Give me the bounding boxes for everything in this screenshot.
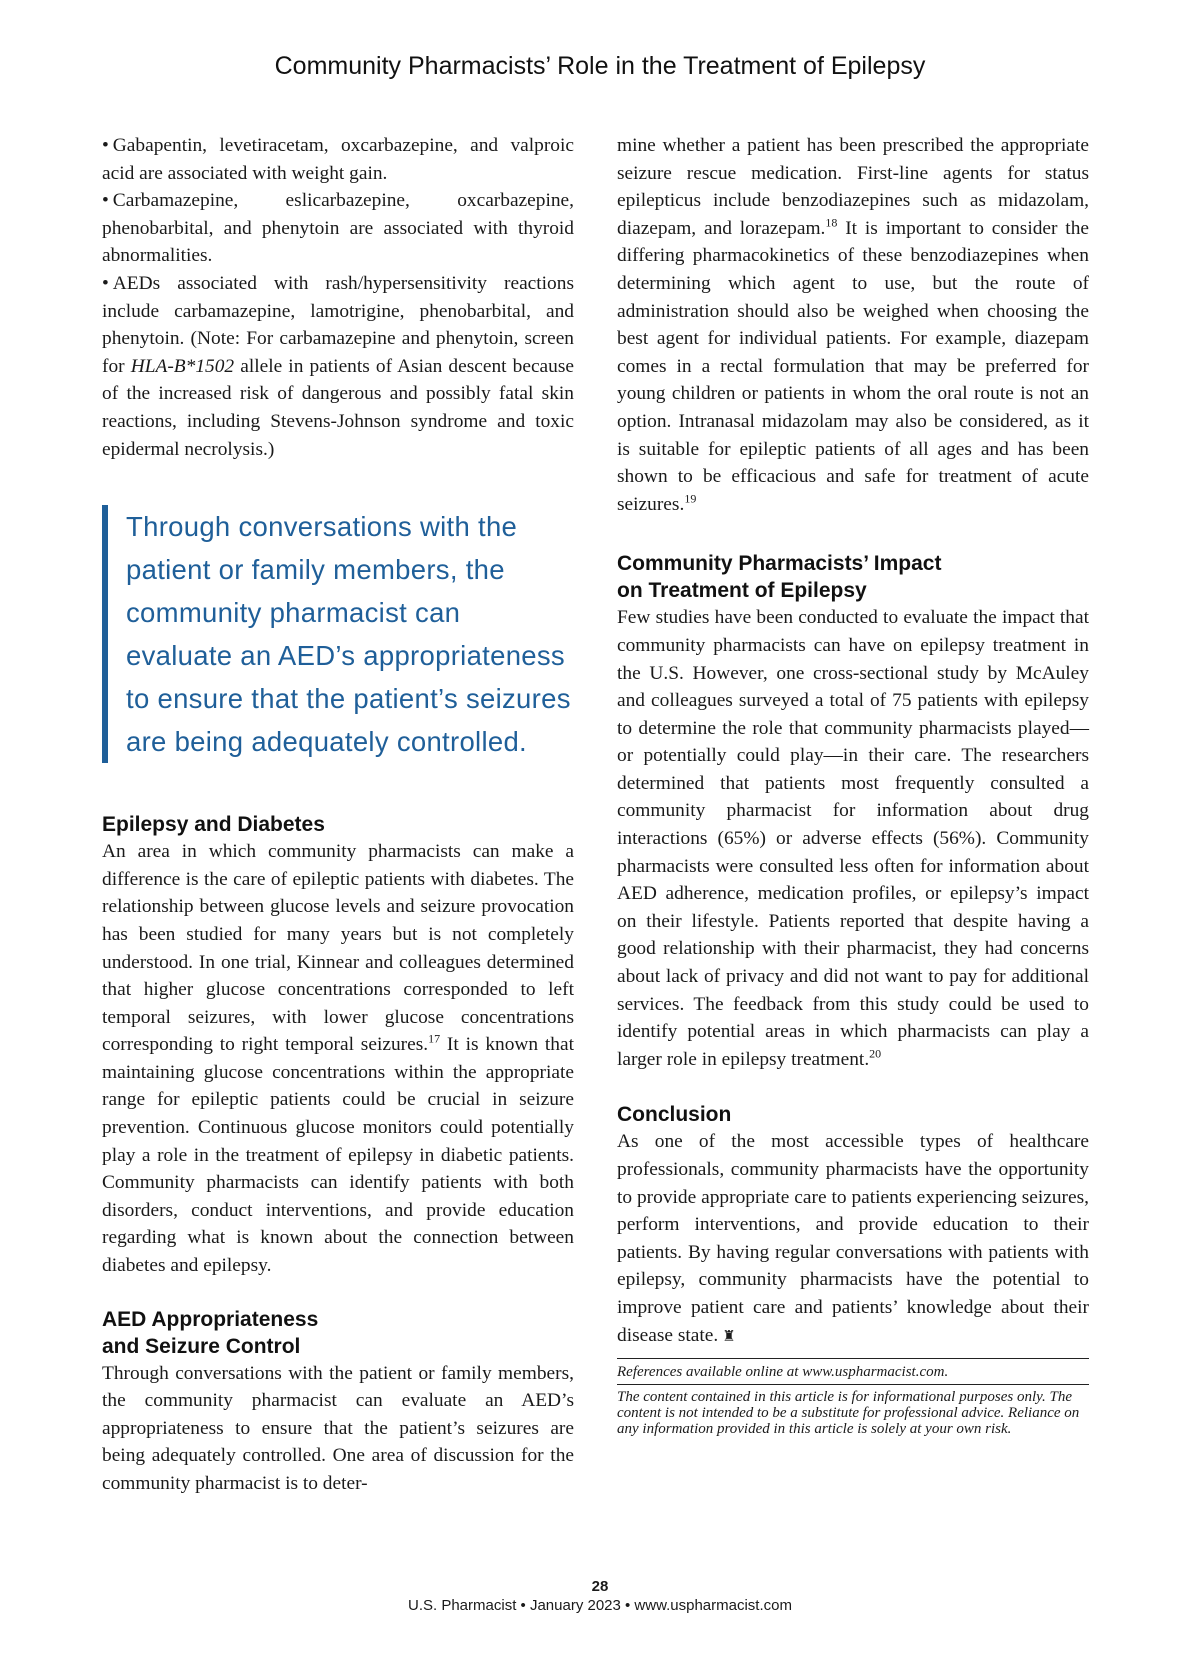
left-column xyxy=(102,132,574,1498)
section-heading: Epilepsy and Diabetes xyxy=(102,813,325,837)
bullet-dot: • xyxy=(102,135,109,156)
running-title: Community Pharmacists’ Role in the Treatment of Epilepsy xyxy=(274,52,926,80)
end-of-article-icon: ♜ xyxy=(722,1326,736,1345)
bullet-text: allele in patients of Asian descent because of the increased risk of dangerous and possibly fatal skin reactions, including Stevens-Johnson syndrome and toxic epidermal necrolysis.) xyxy=(102,355,574,460)
bullet-text: AEDs associated with rash/hypersensitivity reactions include carbamazepine, lamotrigine, phenobarbital, and phenytoin. (Note: For carbamazepine and phenytoin, screen for xyxy=(102,272,574,377)
reference-marker: 20 xyxy=(869,1046,882,1061)
gene-name: HLA-B*1502 xyxy=(130,355,235,377)
reference-marker: 17 xyxy=(428,1031,441,1046)
body-paragraph xyxy=(102,838,574,1280)
heading-line: and Seizure Control xyxy=(102,1334,301,1358)
right-column xyxy=(617,132,1089,1437)
section-pharmacists-impact xyxy=(617,550,1089,1073)
body-paragraph xyxy=(617,604,1089,1073)
body-text: mine whether a patient has been prescribed the appropriate seizure rescue medication. First-line agents for status epilepticus include benzodiazepines such as midazolam, diazepam, and lorazepam. xyxy=(617,135,1089,239)
bullet-text: Gabapentin, levetiracetam, oxcarbazepine, and valproic acid are associated with weight gain. xyxy=(102,135,574,184)
bullet-text: Carbamazepine, eslicarbazepine, oxcarbazepine, phenobarbital, and phenytoin are associated with thyroid abnormalities. xyxy=(102,190,574,267)
list-item xyxy=(102,187,574,270)
heading-line: AED Appropriateness xyxy=(102,1307,319,1331)
body-paragraph xyxy=(617,132,1089,518)
pull-quote-text: Through conversations with the patient or family members, the community pharmacist can evaluate an AED’s appropriateness to ensure that the patient’s seizures are being adequately controlled. xyxy=(126,511,571,758)
reference-marker: 18 xyxy=(825,215,838,230)
aed-adverse-effects-list xyxy=(102,132,574,463)
body-text: An area in which community pharmacists can make a difference is the care of epileptic patients with diabetes. The relationship between glucose levels and seizure provocation has been studied for many years but is not completely understood. In one trial, Kinnear and colleagues determined that higher glucose concentrations corresponded to left temporal seizures, with lower glucose concentrations corresponding to right temporal seizures. xyxy=(102,841,574,1056)
body-text: As one of the most accessible types of healthcare professionals, community pharmacists have the opportunity to provide appropriate care to patients experiencing seizures, perform interventions, and provide education to their patients. By having regular conversations with patients with epilepsy, community pharmacists have the potential to improve patient care and patients’ knowledge about their disease state. xyxy=(617,1131,1089,1346)
section-heading: Conclusion xyxy=(617,1103,732,1127)
body-paragraph xyxy=(617,1128,1089,1350)
heading-line: on Treatment of Epilepsy xyxy=(617,579,867,603)
heading-line: Community Pharmacists’ Impact xyxy=(617,552,942,576)
pull-quote xyxy=(102,505,574,763)
section-aed-appropriateness xyxy=(102,1306,574,1498)
references-note: References available online at www.uspharmacist.com. xyxy=(617,1358,1089,1381)
reference-marker: 19 xyxy=(684,491,697,506)
bullet-dot: • xyxy=(102,272,109,294)
section-heading xyxy=(617,550,1089,604)
disclaimer: The content contained in this article is for informational purposes only. The content is not intended to be a substitute for professional advice. Reliance on any information provided in this article is solely at your own risk. xyxy=(617,1384,1089,1437)
publication-footer: U.S. Pharmacist • January 2023 • www.uspharmacist.com xyxy=(408,1597,792,1614)
body-text: It is important to consider the differing pharmacokinetics of these benzodiazepines when determining which agent to use, but the route of administration should also be weighed when choosing the best agent for individual patients. For example, diazepam comes in a rectal formulation that may be preferred for young children or patients in whom the oral route is not an option. Intranasal midazolam may also be considered, as it is suitable for epileptic patients of all ages and has been shown to be efficacious and safe for treatment of acute seizures. xyxy=(617,217,1089,515)
section-heading xyxy=(102,1306,574,1360)
list-item xyxy=(102,270,574,463)
section-epilepsy-diabetes xyxy=(102,811,574,1280)
section-conclusion xyxy=(617,1101,1089,1350)
body-text: It is known that maintaining glucose concentrations within the appropriate range for epileptic patients could be crucial in seizure prevention. Continuous glucose monitors could potentially play a role in the treatment of epilepsy in diabetic patients. Community pharmacists can identify patients with both disorders, conduct interventions, and provide education regarding what is known about the connection between diabetes and epilepsy. xyxy=(102,1034,574,1277)
list-item xyxy=(102,132,574,187)
body-paragraph: Through conversations with the patient or family members, the community pharmacist can evaluate an AED’s appropriateness to ensure that the patient’s seizures are being adequately controlled. One area of discussion for the community pharmacist is to deter- xyxy=(102,1362,574,1494)
page-number: 28 xyxy=(591,1578,609,1595)
body-text: Few studies have been conducted to evaluate the impact that community pharmacists can have on epilepsy treatment in the U.S. However, one cross-sectional study by McAuley and colleagues surveyed a total of 75 patients with epilepsy to determine the role that community pharmacists played—or potentially could play—in their care. The researchers determined that patients most frequently consulted a community pharmacist for information about drug interactions (65%) or adverse effects (56%). Community pharmacists were consulted less often for information about AED adherence, medication profiles, or epilepsy’s impact on their lifestyle. Patients reported that despite having a good relationship with their pharmacist, they had concerns about lack of privacy and did not want to pay for additional services. The feedback from this study could be used to identify potential areas in which pharmacists can play a larger role in epilepsy treatment. xyxy=(617,607,1089,1070)
bullet-dot: • xyxy=(102,190,109,212)
